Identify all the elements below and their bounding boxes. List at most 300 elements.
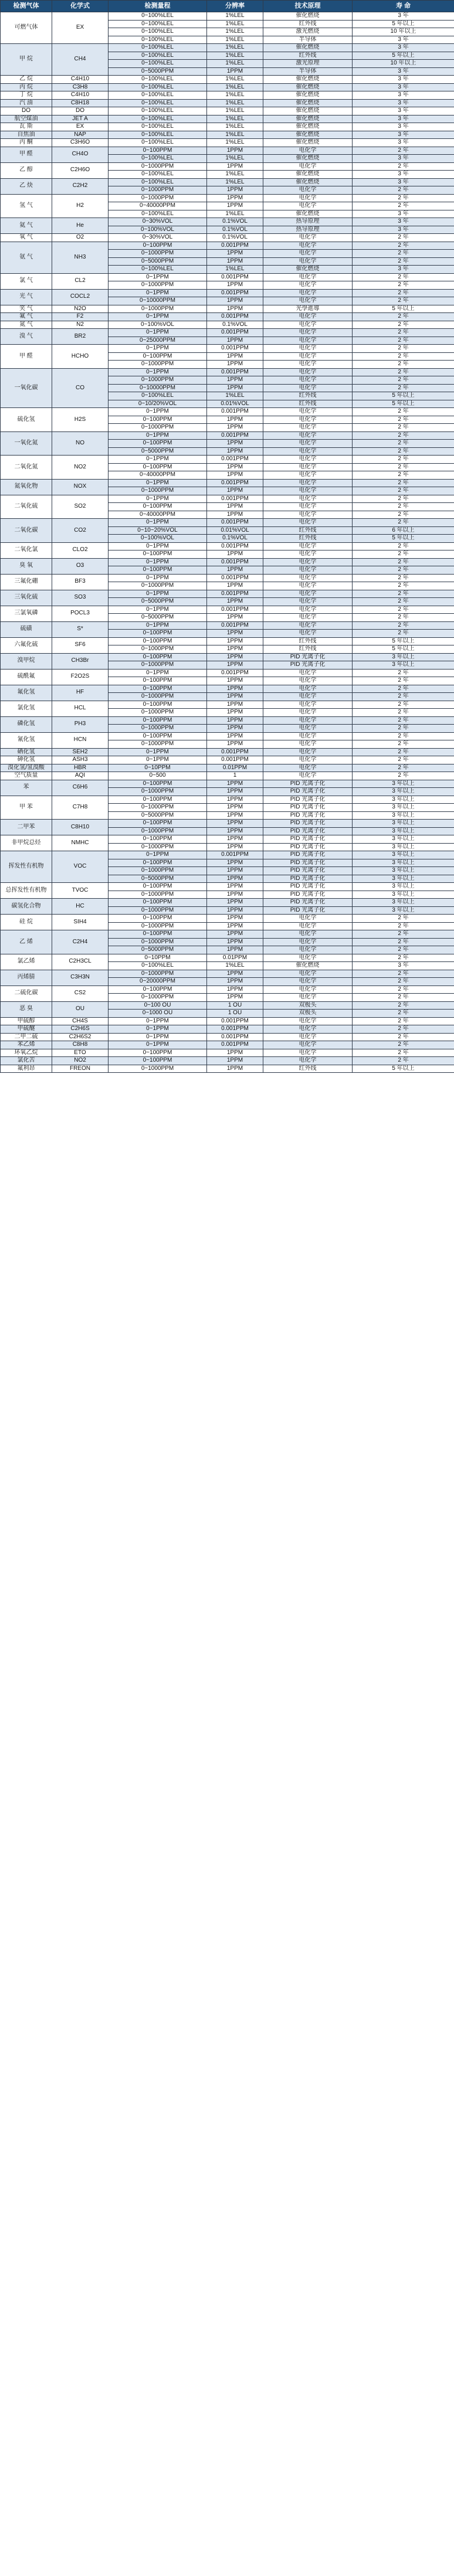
table-row: [1, 519, 454, 527]
cell-detection-range: 0~10000PPM: [109, 297, 207, 305]
cell-gas-name: 氯化氢: [1, 701, 52, 716]
cell-chemical-formula: NH3: [52, 242, 109, 273]
cell-technology: 电化学: [263, 352, 353, 361]
cell-technology: 催化燃烧: [263, 131, 353, 139]
cell-detection-range: 0~100PPM: [109, 796, 207, 804]
cell-technology: 电化学: [263, 970, 353, 978]
cell-gas-name: 六氟化硫: [1, 637, 52, 653]
table-row: [1, 796, 454, 804]
cell-technology: 电化学: [263, 725, 353, 733]
cell-gas-name: 丁 烷: [1, 91, 52, 100]
cell-technology: 电化学: [263, 511, 353, 519]
cell-detection-range: 0~100PPM: [109, 985, 207, 994]
cell-technology: 电化学: [263, 994, 353, 1002]
cell-resolution: 1PPM: [207, 970, 263, 978]
table-row: [1, 218, 454, 226]
table-row: [1, 99, 454, 107]
cell-resolution: 0.001PPM: [207, 621, 263, 630]
cell-detection-range: 0~1000PPM: [109, 645, 207, 654]
cell-life: 2 年: [353, 922, 454, 930]
table-row: [1, 194, 454, 202]
cell-resolution: 1PPM: [207, 440, 263, 448]
cell-detection-range: 0~5000PPM: [109, 257, 207, 266]
cell-life: 2 年: [353, 447, 454, 456]
cell-chemical-formula: HC: [52, 899, 109, 915]
table-row: [1, 162, 454, 171]
cell-resolution: 1PPM: [207, 685, 263, 693]
cell-gas-name: 甲 烷: [1, 44, 52, 76]
table-row: [1, 835, 454, 844]
gas-sensor-spec-sheet: [0, 0, 454, 1073]
cell-resolution: 1PPM: [207, 725, 263, 733]
cell-life: 2 年: [353, 345, 454, 353]
table-row: [1, 970, 454, 978]
cell-chemical-formula: VOC: [52, 851, 109, 883]
cell-life: 2 年: [353, 1017, 454, 1025]
cell-life: 2 年: [353, 242, 454, 250]
cell-gas-name: 总挥发性有机物: [1, 883, 52, 899]
cell-life: 2 年: [353, 503, 454, 511]
table-row: [1, 621, 454, 630]
cell-detection-range: 0~100PPM: [109, 930, 207, 939]
cell-life: 2 年: [353, 471, 454, 480]
cell-gas-name: 氟 气: [1, 313, 52, 321]
cell-life: 3 年: [353, 266, 454, 274]
cell-technology: 电化学: [263, 621, 353, 630]
table-row: [1, 1057, 454, 1065]
cell-detection-range: 0~1000PPM: [109, 582, 207, 590]
table-row: [1, 242, 454, 250]
cell-detection-range: 0~100PPM: [109, 1057, 207, 1065]
cell-gas-name: 光 气: [1, 289, 52, 305]
cell-resolution: 1%LEL: [207, 962, 263, 970]
cell-life: 2 年: [353, 456, 454, 464]
cell-life: 3 年: [353, 139, 454, 147]
cell-resolution: 0.001PPM: [207, 329, 263, 337]
cell-life: 2 年: [353, 147, 454, 155]
cell-technology: 电化学: [263, 440, 353, 448]
cell-life: 3 年: [353, 123, 454, 131]
cell-technology: 电化学: [263, 582, 353, 590]
cell-life: 2 年: [353, 566, 454, 575]
cell-technology: 电化学: [263, 930, 353, 939]
column-header-formula: 化学式: [52, 1, 109, 12]
table-row: [1, 653, 454, 661]
cell-detection-range: 0~100%LEL: [109, 52, 207, 60]
cell-resolution: 1%LEL: [207, 52, 263, 60]
cell-detection-range: 0~100%LEL: [109, 123, 207, 131]
cell-technology: 电化学: [263, 709, 353, 717]
cell-detection-range: 0~100PPM: [109, 352, 207, 361]
table-row: [1, 115, 454, 123]
cell-technology: 电化学: [263, 598, 353, 606]
cell-technology: PID 光离子化: [263, 827, 353, 835]
cell-life: 2 年: [353, 194, 454, 202]
cell-resolution: 1PPM: [207, 732, 263, 740]
cell-resolution: 1PPM: [207, 788, 263, 796]
cell-technology: 电化学: [263, 1017, 353, 1025]
cell-life: 3 年以上: [353, 883, 454, 891]
cell-resolution: 1%LEL: [207, 91, 263, 100]
cell-resolution: 1PPM: [207, 804, 263, 812]
table-row: [1, 772, 454, 780]
cell-technology: 催化燃烧: [263, 12, 353, 21]
cell-technology: 光學進導: [263, 305, 353, 313]
cell-resolution: 1PPM: [207, 1049, 263, 1057]
cell-technology: 电化学: [263, 748, 353, 756]
cell-detection-range: 0~5000PPM: [109, 598, 207, 606]
cell-chemical-formula: CO: [52, 368, 109, 408]
cell-chemical-formula: C6H6: [52, 780, 109, 796]
cell-chemical-formula: C3H3N: [52, 970, 109, 985]
cell-resolution: 0.001PPM: [207, 289, 263, 297]
cell-resolution: 1PPM: [207, 361, 263, 369]
cell-technology: 电化学: [263, 281, 353, 290]
cell-detection-range: 0~5000PPM: [109, 875, 207, 883]
table-row: [1, 1049, 454, 1057]
table-row: [1, 637, 454, 645]
cell-detection-range: 0~1PPM: [109, 313, 207, 321]
cell-technology: 电化学: [263, 234, 353, 242]
cell-detection-range: 0~100 OU: [109, 1001, 207, 1010]
cell-resolution: 1%LEL: [207, 60, 263, 68]
cell-resolution: 1PPM: [207, 930, 263, 939]
cell-life: 2 年: [353, 384, 454, 392]
cell-resolution: 1PPM: [207, 614, 263, 622]
cell-technology: 电化学: [263, 257, 353, 266]
cell-resolution: 1%LEL: [207, 266, 263, 274]
table-row: [1, 954, 454, 962]
cell-technology: 电化学: [263, 946, 353, 954]
cell-gas-name: 空气质量: [1, 772, 52, 780]
table-row: [1, 915, 454, 923]
cell-gas-name: 二氧化氮: [1, 456, 52, 480]
cell-life: 2 年: [353, 574, 454, 582]
cell-life: 2 年: [353, 297, 454, 305]
cell-resolution: 0.1%VOL: [207, 535, 263, 543]
cell-gas-name: 氦 气: [1, 218, 52, 234]
cell-resolution: 1PPM: [207, 693, 263, 701]
cell-technology: 电化学: [263, 416, 353, 424]
cell-gas-name: 非甲烷总烃: [1, 835, 52, 851]
cell-chemical-formula: SF6: [52, 637, 109, 653]
cell-life: 2 年: [353, 408, 454, 416]
table-row: [1, 930, 454, 939]
cell-resolution: 1PPM: [207, 843, 263, 851]
cell-technology: 电化学: [263, 345, 353, 353]
cell-gas-name: 环氧乙烷: [1, 1049, 52, 1057]
cell-technology: 电化学: [263, 479, 353, 487]
cell-detection-range: 0~100PPM: [109, 685, 207, 693]
cell-resolution: 1PPM: [207, 463, 263, 471]
cell-life: 2 年: [353, 582, 454, 590]
cell-life: 3 年: [353, 36, 454, 44]
table-row: [1, 12, 454, 21]
cell-chemical-formula: C2H6S: [52, 1025, 109, 1034]
column-header-technology: 技术原理: [263, 1, 353, 12]
cell-technology: 电化学: [263, 495, 353, 503]
cell-resolution: 1PPM: [207, 938, 263, 946]
cell-life: 2 年: [353, 685, 454, 693]
cell-resolution: 1PPM: [207, 875, 263, 883]
cell-life: 2 年: [353, 614, 454, 622]
cell-resolution: 1%LEL: [207, 28, 263, 36]
cell-technology: 电化学: [263, 162, 353, 171]
cell-resolution: 1PPM: [207, 922, 263, 930]
cell-technology: 电化学: [263, 447, 353, 456]
cell-resolution: 1%LEL: [207, 123, 263, 131]
cell-resolution: 1PPM: [207, 1065, 263, 1073]
cell-resolution: 0.001PPM: [207, 368, 263, 376]
cell-resolution: 0.1%VOL: [207, 218, 263, 226]
cell-life: 2 年: [353, 1049, 454, 1057]
cell-chemical-formula: C2H6S2: [52, 1033, 109, 1041]
cell-technology: PID 光离子化: [263, 859, 353, 867]
cell-gas-name: 笑 气: [1, 305, 52, 313]
cell-technology: 电化学: [263, 756, 353, 764]
cell-gas-name: 溴 气: [1, 329, 52, 345]
table-row: [1, 368, 454, 376]
cell-detection-range: 0~10/20%VOL: [109, 400, 207, 408]
cell-technology: 电化学: [263, 590, 353, 598]
cell-detection-range: 0~100PPM: [109, 463, 207, 471]
cell-resolution: 1%LEL: [207, 155, 263, 163]
cell-chemical-formula: C4H10: [52, 76, 109, 84]
cell-life: 5 年以上: [353, 52, 454, 60]
cell-detection-range: 0~100PPM: [109, 550, 207, 559]
cell-life: 3 年以上: [353, 859, 454, 867]
cell-gas-name: 二甲苯: [1, 820, 52, 835]
cell-technology: 催化燃烧: [263, 76, 353, 84]
cell-life: 3 年: [353, 218, 454, 226]
cell-life: 2 年: [353, 186, 454, 195]
cell-detection-range: 0~10000PPM: [109, 384, 207, 392]
cell-resolution: 1PPM: [207, 677, 263, 685]
cell-technology: 电化学: [263, 542, 353, 550]
cell-technology: 电化学: [263, 337, 353, 345]
cell-detection-range: 0~100%LEL: [109, 115, 207, 123]
cell-gas-name: 硫化氢: [1, 408, 52, 432]
cell-technology: 催化燃烧: [263, 266, 353, 274]
cell-gas-name: 硅 烷: [1, 915, 52, 930]
cell-life: 10 年以上: [353, 28, 454, 36]
cell-life: 5 年以上: [353, 637, 454, 645]
table-row: [1, 456, 454, 464]
cell-life: 2 年: [353, 361, 454, 369]
cell-detection-range: 0~1000PPM: [109, 922, 207, 930]
cell-technology: 电化学: [263, 368, 353, 376]
cell-chemical-formula: AQI: [52, 772, 109, 780]
table-row: [1, 1033, 454, 1041]
cell-detection-range: 0~1PPM: [109, 456, 207, 464]
cell-technology: 催化燃烧: [263, 962, 353, 970]
cell-resolution: 0.001PPM: [207, 606, 263, 614]
cell-detection-range: 0~1PPM: [109, 408, 207, 416]
cell-gas-name: 氮氧化物: [1, 479, 52, 495]
cell-chemical-formula: COCL2: [52, 289, 109, 305]
cell-gas-name: 溴甲烷: [1, 653, 52, 669]
cell-resolution: 1PPM: [207, 598, 263, 606]
cell-life: 2 年: [353, 1057, 454, 1065]
cell-technology: 双极头: [263, 1001, 353, 1010]
cell-gas-name: 氨 气: [1, 242, 52, 273]
cell-technology: 电化学: [263, 915, 353, 923]
cell-detection-range: 0~1PPM: [109, 542, 207, 550]
cell-resolution: 1PPM: [207, 305, 263, 313]
cell-technology: 电化学: [263, 297, 353, 305]
table-row: [1, 1065, 454, 1073]
cell-technology: 电化学: [263, 273, 353, 281]
cell-resolution: 0.001PPM: [207, 1025, 263, 1034]
cell-technology: 电化学: [263, 471, 353, 480]
table-row: [1, 495, 454, 503]
cell-detection-range: 0~100%LEL: [109, 36, 207, 44]
table-row: [1, 899, 454, 907]
cell-life: 3 年: [353, 210, 454, 218]
cell-resolution: 1%LEL: [207, 83, 263, 91]
cell-life: 2 年: [353, 257, 454, 266]
cell-detection-range: 0~1000PPM: [109, 994, 207, 1002]
cell-life: 3 年以上: [353, 804, 454, 812]
cell-chemical-formula: HCL: [52, 701, 109, 716]
cell-detection-range: 0~1000PPM: [109, 843, 207, 851]
cell-technology: 电化学: [263, 685, 353, 693]
cell-life: 2 年: [353, 725, 454, 733]
cell-life: 2 年: [353, 709, 454, 717]
cell-technology: 电化学: [263, 321, 353, 329]
cell-life: 3 年: [353, 76, 454, 84]
cell-resolution: 0.001PPM: [207, 756, 263, 764]
cell-gas-name: 氟利昂: [1, 1065, 52, 1073]
cell-resolution: 1%LEL: [207, 107, 263, 115]
cell-gas-name: 三氧化硫: [1, 590, 52, 606]
cell-detection-range: 0~100PPM: [109, 915, 207, 923]
cell-resolution: 1PPM: [207, 447, 263, 456]
cell-gas-name: 氯化苦: [1, 1057, 52, 1065]
cell-detection-range: 0~5000PPM: [109, 447, 207, 456]
cell-technology: 电化学: [263, 503, 353, 511]
cell-gas-name: 二氧化碳: [1, 519, 52, 543]
table-row: [1, 91, 454, 100]
cell-gas-name: 硫磺: [1, 621, 52, 637]
cell-detection-range: 0~100%LEL: [109, 178, 207, 186]
cell-chemical-formula: DO: [52, 107, 109, 115]
cell-resolution: 0.1%VOL: [207, 226, 263, 234]
cell-chemical-formula: N2O: [52, 305, 109, 313]
table-row: [1, 820, 454, 828]
cell-technology: 电化学: [263, 186, 353, 195]
table-row: [1, 1001, 454, 1010]
cell-chemical-formula: NO: [52, 431, 109, 456]
cell-resolution: 1%LEL: [207, 44, 263, 52]
cell-detection-range: 0~10~20%VOL: [109, 526, 207, 535]
cell-resolution: 1PPM: [207, 416, 263, 424]
cell-chemical-formula: NO2: [52, 1057, 109, 1065]
cell-resolution: 1PPM: [207, 994, 263, 1002]
cell-technology: 电化学: [263, 424, 353, 432]
table-row: [1, 669, 454, 677]
cell-gas-name: 自焦油: [1, 131, 52, 139]
cell-detection-range: 0~1000PPM: [109, 891, 207, 899]
cell-gas-name: 甲硫醚: [1, 1025, 52, 1034]
cell-technology: 电化学: [263, 519, 353, 527]
cell-technology: 电化学: [263, 194, 353, 202]
cell-detection-range: 0~100%LEL: [109, 107, 207, 115]
cell-chemical-formula: H2S: [52, 408, 109, 432]
cell-detection-range: 0~1000PPM: [109, 186, 207, 195]
table-row: [1, 83, 454, 91]
cell-life: 2 年: [353, 732, 454, 740]
cell-technology: 电化学: [263, 1041, 353, 1049]
cell-chemical-formula: H2: [52, 194, 109, 218]
cell-chemical-formula: CS2: [52, 985, 109, 1001]
cell-life: 2 年: [353, 598, 454, 606]
cell-life: 3 年以上: [353, 780, 454, 788]
cell-technology: 热导原理: [263, 226, 353, 234]
cell-gas-name: 甲 苯: [1, 796, 52, 820]
cell-resolution: 1PPM: [207, 978, 263, 986]
cell-gas-name: 二甲二硫: [1, 1033, 52, 1041]
cell-resolution: 0.001PPM: [207, 273, 263, 281]
cell-life: 3 年以上: [353, 835, 454, 844]
cell-technology: 热导原理: [263, 218, 353, 226]
cell-technology: 电化学: [263, 289, 353, 297]
cell-detection-range: 0~5000PPM: [109, 67, 207, 76]
cell-life: 2 年: [353, 1025, 454, 1034]
cell-gas-name: 氧 气: [1, 234, 52, 242]
cell-technology: 电化学: [263, 242, 353, 250]
cell-life: 2 年: [353, 376, 454, 385]
column-header-range: 检测量程: [109, 1, 207, 12]
cell-life: 2 年: [353, 764, 454, 772]
cell-technology: 电化学: [263, 550, 353, 559]
cell-resolution: 0.001PPM: [207, 851, 263, 859]
cell-resolution: 1PPM: [207, 891, 263, 899]
cell-detection-range: 0~1PPM: [109, 1017, 207, 1025]
cell-gas-name: 一氧化氮: [1, 431, 52, 456]
cell-technology: PID 光离子化: [263, 899, 353, 907]
cell-detection-range: 0~1PPM: [109, 289, 207, 297]
cell-life: 2 年: [353, 479, 454, 487]
cell-life: 10 年以上: [353, 60, 454, 68]
cell-detection-range: 0~40000PPM: [109, 202, 207, 210]
cell-detection-range: 0~100PPM: [109, 780, 207, 788]
cell-resolution: 1PPM: [207, 709, 263, 717]
cell-life: 3 年: [353, 12, 454, 21]
cell-technology: 电化学: [263, 1057, 353, 1065]
cell-detection-range: 0~1PPM: [109, 495, 207, 503]
cell-resolution: 1PPM: [207, 297, 263, 305]
table-row: [1, 883, 454, 891]
cell-resolution: 1PPM: [207, 250, 263, 258]
cell-detection-range: 0~1PPM: [109, 574, 207, 582]
cell-detection-range: 0~1000PPM: [109, 1065, 207, 1073]
cell-resolution: 0.01PPM: [207, 764, 263, 772]
cell-life: 2 年: [353, 677, 454, 685]
cell-chemical-formula: CL2: [52, 273, 109, 289]
cell-chemical-formula: S*: [52, 621, 109, 637]
cell-detection-range: 0~100%LEL: [109, 210, 207, 218]
cell-detection-range: 0~100%LEL: [109, 266, 207, 274]
cell-detection-range: 0~1PPM: [109, 273, 207, 281]
cell-technology: 红外线: [263, 535, 353, 543]
cell-technology: 电化学: [263, 954, 353, 962]
cell-life: 2 年: [353, 756, 454, 764]
cell-resolution: 1%LEL: [207, 115, 263, 123]
cell-resolution: 0.001PPM: [207, 1041, 263, 1049]
cell-resolution: 1PPM: [207, 337, 263, 345]
cell-chemical-formula: O3: [52, 558, 109, 574]
